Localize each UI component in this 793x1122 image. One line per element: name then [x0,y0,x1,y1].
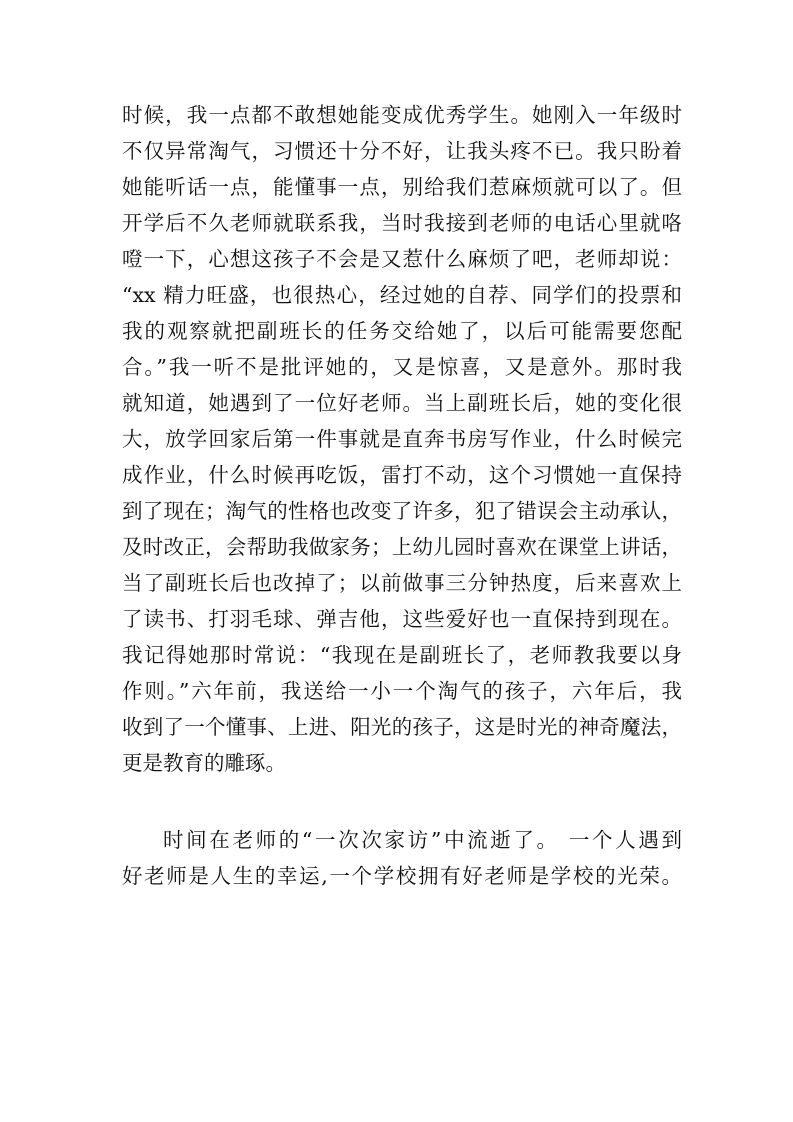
body-text-line: 噔一下，心想这孩子不会是又惹什么麻烦了吧，老师却说： [122,247,682,271]
body-text-line: 就知道，她遇到了一位好老师。当上副班长后，她的变化很 [122,391,682,415]
body-text-line: 作则。”六年前，我送给一小一个淘气的孩子，六年后，我 [122,679,682,703]
body-text-line: 收到了一个懂事、上进、阳光的孩子，这是时光的神奇魔法， [122,715,682,739]
body-text-line: 成作业，什么时候再吃饭，雷打不动，这个习惯她一直保持 [122,463,682,487]
body-text-line: 时间在老师的“一次次家访”中流逝了。 一个人遇到 [163,828,682,852]
body-text-line: 及时改正，会帮助我做家务；上幼儿园时喜欢在课堂上讲话， [122,535,682,559]
body-text-line: 大，放学回家后第一件事就是直奔书房写作业，什么时候完 [122,427,682,451]
body-text-line: 更是教育的雕琢。 [122,751,286,775]
body-text-line: 不仅异常淘气，习惯还十分不好，让我头疼不已。我只盼着 [122,139,682,163]
body-text-line: 时候，我一点都不敢想她能变成优秀学生。她刚入一年级时 [122,103,682,127]
body-text-line: 我记得她那时常说：“我现在是副班长了，老师教我要以身 [122,643,682,667]
body-text-line: 她能听话一点，能懂事一点，别给我们惹麻烦就可以了。但 [122,175,682,199]
body-text-line: 合。”我一听不是批评她的，又是惊喜，又是意外。那时我 [122,355,682,379]
body-text-line: 了读书、打羽毛球、弹吉他，这些爱好也一直保持到现在。 [122,607,682,631]
body-text-line: 好老师是人生的幸运,一个学校拥有好老师是学校的光荣。 [122,864,682,888]
body-text-line: 开学后不久老师就联系我，当时我接到老师的电话心里就咯 [122,211,682,235]
body-text-line: 当了副班长后也改掉了；以前做事三分钟热度，后来喜欢上 [122,571,682,595]
body-text-line: 到了现在；淘气的性格也改变了许多，犯了错误会主动承认， [122,499,682,523]
body-text-line: “xx 精力旺盛，也很热心，经过她的自荐、同学们的投票和 [122,283,682,307]
body-text-line: 我的观察就把副班长的任务交给她了，以后可能需要您配 [122,319,682,343]
